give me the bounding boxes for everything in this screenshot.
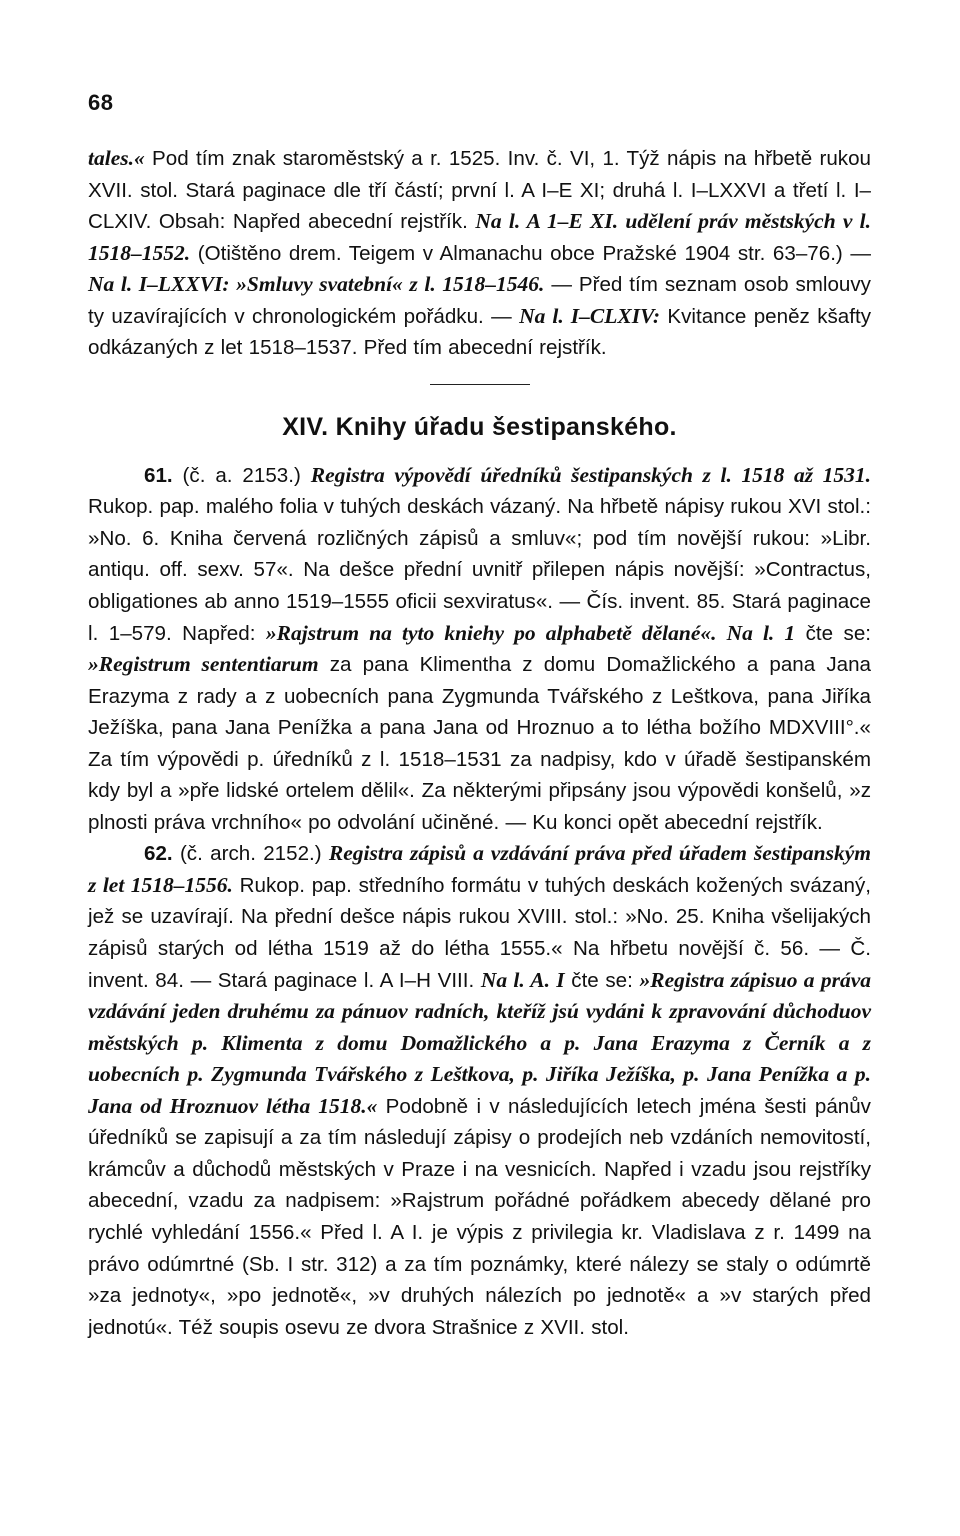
entry-61	[88, 460, 871, 839]
text-run: (Otištěno drem. Teigem v Almanachu obce Pražské 1904 str. 63–76.) —	[190, 241, 871, 265]
text-run: (č. arch. 2152.)	[172, 842, 329, 866]
text-run: Rukop. pap. středního formátu v tuhých deskách kožených svázaný, jež se uzavírají. Na přední dešce nápis rukou XVIII. stol.: »No. 25. Kniha všelijakých zápisů starých od létha 1519 až do létha 1555.« Na hřbetu novější č. 56. — Č. invent. 84. — Stará paginace l. A I–H VIII.	[88, 873, 872, 992]
italic-run: »Registrum sententiarum	[88, 652, 319, 677]
text-run: Podobně i v následujících letech jména šesti pánův úředníků se zapisují a za tím následují zápisy o prodejích neb vzdáních nemovitostí, krámcův a důchodů městských v Praze i na vesnicích. Napřed i vzadu jsou rejstříky abecední, vzadu za nadpisem: »Rajstrum pořádné pořádkem abecedy dělané pro rychlé vyhledání 1556.« Před l. A I. je výpis z privilegia kr. Vladislava z r. 1499 na právo odúmrtné (Sb. I str. 312) a za tím poznámky, které nálezy se staly o odúmrtě »za jednoty«, »po jednotě«, »v druhých nálezích po jednotě« a »v starých před jednotú«. Též soupis osevu ze dvora Strašnice z XVII. stol.	[88, 1094, 871, 1339]
italic-run: Na l. I–LXXVI: »Smluvy svatební« z l. 1518–1546.	[88, 272, 545, 297]
text-run: Kvitance peněz kšafty odkázaných z let 1518–1537. Před tím abecední rejstřík.	[88, 304, 871, 360]
italic-run: Na l. I–CLXIV:	[519, 303, 660, 328]
italic-run: »Rajstrum na tyto kniehy po alphabetě dělané«. Na l. 1	[265, 620, 796, 645]
italic-run: Na l. A. I	[480, 967, 565, 992]
text-run: — Před tím seznam osob smlouvy ty uzavírajících v chronologickém pořádku. —	[88, 273, 871, 328]
entry-number: 61.	[144, 463, 173, 487]
italic-run: Na l. A 1–E XI. udělení práv městských v l. 1518–1552.	[88, 209, 871, 265]
section-heading: XIV. Knihy úřadu šestipanského.	[282, 412, 677, 441]
text-run: čte se:	[795, 621, 871, 645]
page-number: 68	[88, 90, 114, 115]
text-run: (č. a. 2153.)	[172, 463, 311, 487]
text-column	[88, 143, 871, 1343]
entry-62	[88, 838, 871, 1343]
italic-run: tales.«	[88, 146, 145, 170]
italic-run: Registra zápisů a vzdávání práva před úřadem šestipanským z let 1518–1556.	[88, 841, 871, 897]
entry-number: 62.	[144, 842, 173, 866]
text-run: Rukop. pap. malého folia v tuhých deskách vázaný. Na hřbetě nápisy rukou XVI stol.: »No. 6. Kniha červená rozličných zápisů a smluv«; pod tím novější rukou: »Libr. antiqu. off. sexv. 57«. Na dešce přední uvnitř přilepen nápis novější: »Contractus, obligationes ab anno 1519–1555 oficii sexviratus«. — Čís. invent. 85. Stará paginace l. 1–579. Napřed:	[88, 495, 871, 645]
text-run: za pana Klimentha z domu Domažlického a pana Jana Erazyma z rady a z uobecních pana Zygmunda Tvářského z Leštkova, pana Jiříka Ježíška, pana Jana Penížka a pana Jana od Hroznuo a to létha božího MDXVIII°.« Za tím výpovědi p. úředníků z l. 1518–1531 za nadpisy, kdo v úřadě šestipanském kdy byl a »pře lidské ortelem dělil«. Za některými připsány jsou výpovědi konšelů, »z plnosti práva vrchního« po odvolání učiněné. — Ku konci opět abecední rejstřík.	[88, 653, 871, 834]
intro-paragraph	[88, 143, 871, 364]
separator-rule	[430, 384, 530, 385]
text-run: Pod tím znak staroměstský a r. 1525. Inv. č. VI, 1. Týž nápis na hřbetě rukou XVII. stol. Stará paginace dle tří částí; první l. A I–E XI; druhá l. I–LXXVI a třetí l. I–CLXIV. Obsah: Napřed abecední rejstřík.	[88, 147, 871, 234]
italic-run: Registra výpovědí úředníků šestipanských z l. 1518 až 1531.	[310, 462, 871, 487]
text-run: čte se:	[564, 968, 640, 992]
italic-run: »Registra zápisuo a práva vzdávání jeden druhému za pánuov radních, kteříž jsú vydáni k zpravování důchoduov městských p. Klimenta z domu Domažlického a p. Jana Erazyma z Černík a z uobecních p. Zygmunda Tvářského z Leštkova, p. Jiříka Ježíška, p. Jana Penížka a p. Jana od Hroznuov létha 1518.«	[88, 967, 872, 1118]
